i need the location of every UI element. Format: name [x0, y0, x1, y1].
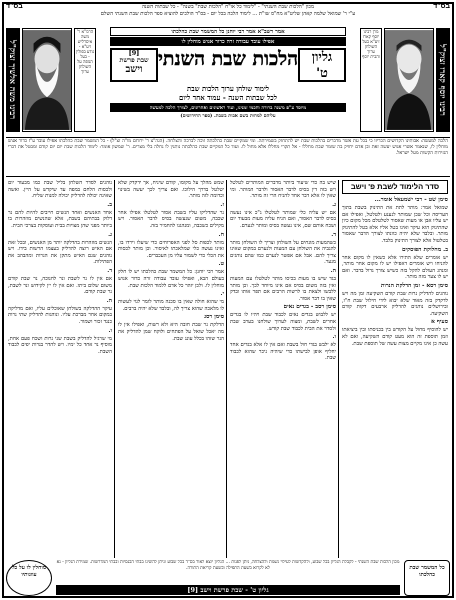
quote-bar-top: אמר רשב"א אמר רבי יוחנן כל המשמר שבת כהלכתו: [110, 27, 346, 36]
column-4: [6, 180, 114, 558]
paragraph: אם אין לו נר לשבת ונר לחנוכה, נר שבת קודם משום שלום ביתו. ואם אין לו יין לקידוש ונר לשבת, נר שבת קודם.: [8, 275, 112, 296]
paragraph-heading: ה.: [330, 267, 336, 274]
top-strip-line1: מכון "הלכות שבת השנתי" - "לימוד כל או"ח "הלכות שבת" בשנה" - כל שבתות השנה: [141, 4, 315, 10]
parsha-label: שבת פרשת: [119, 56, 149, 64]
right-portrait: [384, 28, 434, 132]
paragraph-heading: ו.: [332, 334, 336, 341]
masthead-source: עליהם למחות בשם אבות בשבת. (ספר החידושים): [180, 113, 276, 119]
paragraph: שמואל אמר: מותר לתת את התינוק בשבת בתוך העריסה וכל שכן שמותר לנענע ולטלטל, ואפילו אם יש עליו אבן או מעות שאסור לטלטלם מכל מקום כיון שהתינוק הוא עיקר ואינו בטל אליו אלא בטל להתינוק מותר. ובלבד שלא יהיה כוונתו לצורך הדבר שאסור בטלטול אלא לצורך התינוק בלבד.: [342, 205, 448, 244]
subtitle: לימוד שולחן ערוך הלכות שבת: [186, 84, 270, 93]
right-footer-seal: כל המשמר שבת כהלכתו: [404, 560, 450, 596]
paragraph: שיש בה כדי שיעור ביותר מדברים המותרים לטלטל ויש בזה דין בסיס לדבר האסור ולדבר המותר. ומי שאין לו אלא דבר אחד להניח הרי זה מותר.: [230, 180, 336, 200]
right-vertical-title: רבינו יוסף קארו זצוק"ל: [436, 28, 450, 132]
paragraph: כשהמעות מונחים על השולחן וצריך לו השולחן מותר להגביה את השולחן עם המעות ולנערם במקום שאינו צריך להם. אבל אם אפשר לנערם כמו שהם נוהגים מנער.: [230, 239, 336, 266]
footer-middle: [56, 560, 400, 596]
parsha-name: וישב: [125, 64, 143, 75]
paragraph: מי שהוא חולה שאין בו סכנה מותר לומר לגוי לעשות לו מלאכה שהוא צריך לה, ובלבד שלא יהיה ברבים.: [118, 299, 224, 312]
paragraph: נר שהדליקו עליו בשבת אסור לטלטלו אפילו אחר שכבה, משום שנעשה בסיס לדבר האסור. ויש מקילים כשכבה, ומנהגנו להחמיר בזה.: [118, 209, 224, 229]
top-strip-line2: ע"י ר' שמואל שלמה קאהן שליט"א מח"ס שו"ת ... לימוד הלכה בכל יום - בס"ד הולכים להוציא ספר הלכות שבת השנתי השלם: [100, 10, 356, 17]
parsha-number: [9]: [128, 49, 140, 57]
paragraph-heading: ז.: [220, 201, 224, 208]
left-notes: הרמ"א ר' משה איסרליש זיע"א - נודע בפולין - בעל המפה על השולחן ערוך: [74, 28, 96, 132]
paragraph: לא ילבש בגדי חול בשבת ואם אין לו אלא בגדים אחד יחליף אופן לבישתו כדי שיהיה ניכר שהוא לכבוד שבת.: [230, 342, 336, 362]
paragraph-heading: ד.: [107, 267, 112, 274]
masthead-center: [110, 26, 346, 134]
paragraph: יש להוסיף מחול על הקודש בין בכניסתו ובין ביציאתו וזמן תוספת זה הוא מעט קודם השקיעה, ואם לא עשה כן אינו מקיים מצות עשה של תוספת שבת.: [342, 327, 448, 347]
paragraph: יש אומרים שלא התירו אלא כשאין לו מקום אחר להניחו ויש אומרים דאפילו יש לו מקום אחר מותר, ומנהג העולם להקל בזה כשיש צורך גדול בדבר. ואם יש לו צער מזה מותר.: [342, 254, 448, 281]
study-columns: [6, 180, 450, 558]
left-portrait: [22, 28, 72, 132]
paragraph: אם יש עליה כלי שמותר לטלטלו ג"כ אינו נעשה בסיס לדבר האסור, ואם הניח עליה מעות מבעוד יום ושכח אותם שם, אינו נעשה בסיס ומותר לנערם.: [230, 209, 336, 229]
left-vertical-title: רבינו משה אלשיך זצוק"ל: [6, 28, 20, 132]
paragraph: מותר לכפות סל לפני האפרוחים כדי שיעלו וירדו בו, ואינו נעשה כלי שמלאכתו לאיסור. וכן מותר לכסות את הכלי כדי לשמור עליו מן העכברים.: [118, 239, 224, 259]
paragraph: נוהגים להדליק נרות שבת קודם השקיעה זמן מה ויש לדקדק בזה מאוד שלא יבוא לידי חילול שבת ח"ו, ובירושלים נוהגים להדליק ארבעים דקות קודם השקיעה.: [342, 290, 448, 317]
paragraph: עיקר ההדלקה בשולחן שאוכלים עליו, ואם מדליקה במקום אחר מברכת עליו. ונוהגות להדליק שתי נרות כנגד זכור ושמור.: [8, 305, 112, 325]
top-right-tag: בס"ד: [433, 4, 450, 10]
rabbi-portrait-icon: [23, 29, 71, 131]
masthead: [6, 26, 450, 136]
paragraph-heading: ה.: [106, 297, 112, 304]
paragraph: יש ללבוש בגדים נאים לכבוד שבת ויהיו לו בגדים אחרים לשבת, ומצוה לערוך שולחנו בערב שבת ולסדר את הבית לכבוד שבת קודש.: [230, 312, 336, 332]
column-3: [116, 180, 226, 558]
paragraph-heading: ט.: [218, 261, 224, 268]
column-1: [340, 180, 450, 558]
paragraph-heading: ג.: [108, 231, 112, 238]
main-title: הלכות שבת השנתי: [157, 48, 299, 70]
section-title: סדר הלימוד לשבת פ' וישב: [342, 180, 448, 194]
paragraph: נוהגים לסדר השלחן בליל שבת כמו מבעוד יום ולכסות הלחם במפה עד שיקדש על היין. ואשה שאינה יכולה להדליק יכולה למנות שליח.: [8, 180, 112, 200]
top-left-tag: בס"ד: [6, 4, 23, 10]
top-strip: [6, 4, 450, 26]
title-box: [110, 48, 346, 80]
paragraph-heading: ג.: [332, 201, 336, 208]
paragraph: אמר רבי יוחנן: כל המשמר שבת כהלכתו יש לו חלק בעולם הבא, ואפילו עובד עבודה זרה כדור אנוש מוחלין לו. ולכן יזהר כל אדם ללמוד הלכות שבת.: [118, 269, 224, 289]
footer-text: מכון הלכות שבת השנתי - לקבלת הגליון בכל שבוע, ולהקדשות לעילוי נשמת ולהצלחה, ניתן לפנות ... הגליון יוצא לאור בס"ד בכל שבוע וניתן להשיגו בבתי הכנסיות ובבתי המדרשות. שמירת הגליון - נא לא לקרוא בשעת התפילה ובשעת קריאת התורה.: [56, 560, 400, 571]
rabbi-portrait-icon: [385, 29, 433, 131]
paragraph-heading: ו.: [108, 327, 112, 334]
paragraph-heading: סימן שט - רבי ישמעאל אומר...: [374, 197, 448, 203]
paragraph: הדלקת נר שבת חובה היא ולא רשות, ואפילו אין לו מה יאכל שואל על הפתחים ולוקח שמן להדליק את הנר שזהו בכלל עונג שבת.: [118, 322, 224, 342]
paragraph-heading: ב. מחלוקת הפוסקים: [401, 246, 448, 253]
paragraph-heading: ב.: [107, 201, 112, 208]
paragraph-heading: סימן רסג: [204, 314, 224, 321]
quote-bar-second: אפילו עובד עבודה זרה כדור אנוש מוחלין לו: [110, 37, 346, 46]
subtitle-2: לכל שבתות השנה - עמוד אחד ליום: [179, 93, 277, 102]
paragraph-heading: סימן רסא - זמן הדלקת הנרות: [380, 282, 448, 289]
issue-number: ט': [316, 66, 328, 81]
left-footer-seal: מוחלין לו על כל עוונותיו: [6, 560, 52, 596]
paragraph: מי שרגיל להדליק בשבת שני נרות ושכח פעם אחת, מוסיף נר אחד כל ימיו. ויש להדר בנרות יפים לכבוד השבת.: [8, 335, 112, 355]
footer: [6, 560, 450, 596]
right-notes: מרן רבינו יוסף קארו זיע"א בעל השולחן ערוך והבית יוסף: [360, 28, 382, 132]
foundation-bar: מיוסד ע"פ משנה ברורה וחכמי זמנינו, ועוד ראשונים ואחרונים, לצורך הלכה למעשה: [110, 103, 346, 112]
column-2: [228, 180, 338, 558]
info-paragraph: הלכה למעשה: אבותינו הקדושים הכריזו כי בכל עת אשר מדברים בהלכות שבת יש להתחזק בשמירתה. ומי שמקיים שבת כהלכתה זוכה לברכה והצלחה. (הגה"צ ר' ירוחם מו"ה זצ"ל) - כל המשמר שבת כהלכתו אפילו עובד ע"ז כדור אנוש מוחלין לו, שנאמר אשרי אנוש יעשה זאת ובן אדם יחזיק בה שומר שבת מחללו - אל תקרי מחללו אלא מחול לו. ועוד כל המקיים שבת כהלכתה נותנין לו נחלה בלי מצרים. ר' שמשון אומר: לימוד הלכות שבת יום יום קודם ומבטל את דברי הגזירות הקשות מעל ישראל.: [6, 137, 450, 177]
issue-label: גליון: [311, 50, 333, 65]
paragraph: בגד שיש בו מעות בכיסו מותר לטלטלו עם המעות ואין בזה משום בסיס אם אינו מיוחד לכך. וכן מותר ללבשו ולצאת בו לרשות הרבים אם תפר אותו ובדק שאין בו דבר אסור.: [230, 275, 336, 302]
footer-issue-bar: גליון ט' - שבת פרשת וישב [9]: [56, 585, 400, 595]
paragraph-heading: י.: [220, 291, 224, 298]
column-divider: [226, 180, 227, 558]
paragraph-heading: סעיף א: [431, 319, 448, 326]
paragraph: אחד האנשים ואחד הנשים חייבים להיות להם נר דלוק בבתיהם בשבת, אלא שהנשים מוזהרות בו ביותר מפני שהן מצויות בבית ועוסקות בצרכי הבית.: [8, 209, 112, 229]
paragraph-heading: ח.: [218, 231, 224, 238]
column-divider: [338, 180, 339, 558]
paragraph-heading: ד.: [331, 231, 336, 238]
paragraph: הנשים מוזהרות בהדלקה יותר מן האנשים, ובכל זאת אם האיש רוצה להדליק בעצמו הרשות בידו. ויש נוהגים שגם האיש מתקן את הנרות ומהבהב את הפתילות.: [8, 239, 112, 266]
parsha-box: [110, 48, 158, 82]
paragraph: שמש מהלך על מקומו, קודם שיניח, אך ידקדק שלא יטלטל בדרך הילוכו. ואם צריך לכך יעשה בשינוי וכדומה לזה מותר.: [118, 180, 224, 200]
column-divider: [114, 180, 115, 558]
paragraph-heading: סימן רסב - בגדים נאים: [283, 304, 336, 311]
issue-box: [298, 48, 346, 82]
